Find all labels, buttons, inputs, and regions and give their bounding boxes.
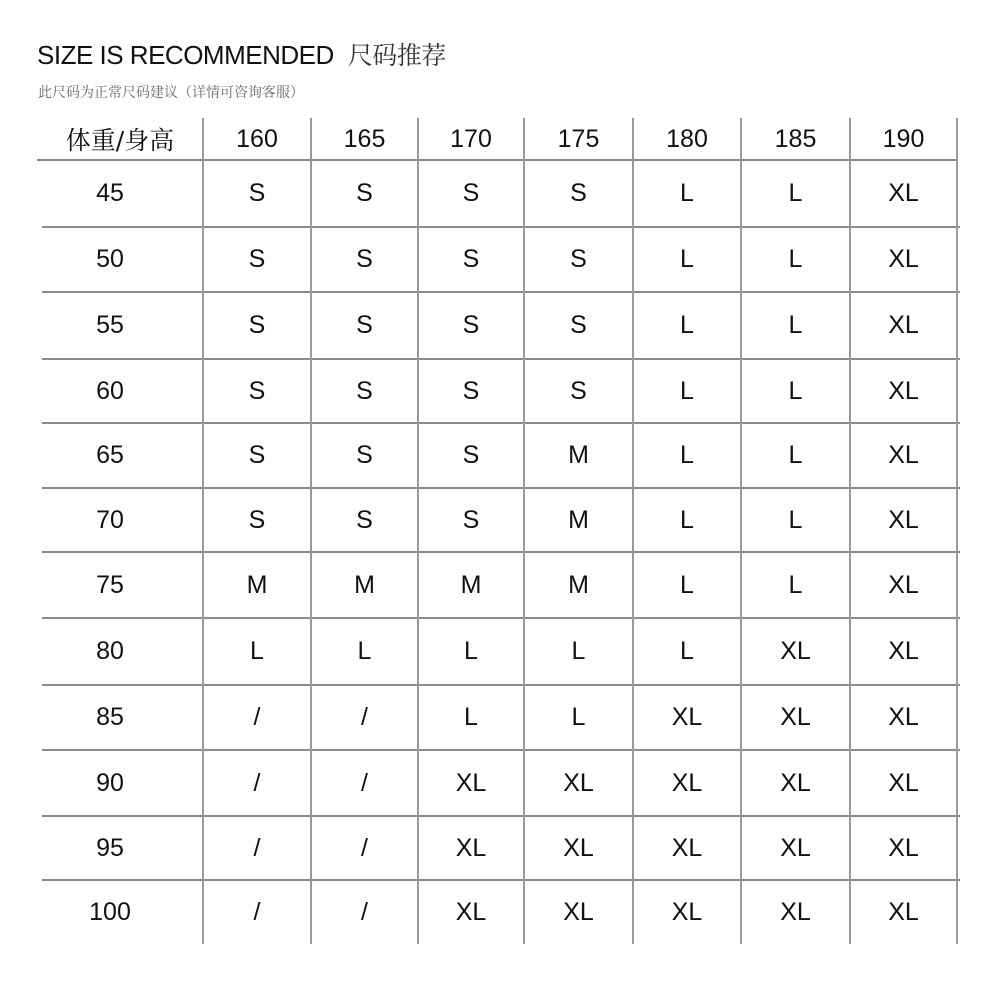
size-cell: XL xyxy=(888,833,919,862)
size-cell: XL xyxy=(888,505,919,534)
size-cell: XL xyxy=(888,311,919,339)
size-cell: / xyxy=(253,768,261,797)
size-cell: XL xyxy=(563,768,594,797)
size-cell: XL xyxy=(455,833,487,862)
size-cell: XL xyxy=(671,768,703,797)
size-cell: S xyxy=(462,179,480,207)
weight-label: 75 xyxy=(96,570,124,599)
size-cell: L xyxy=(788,376,803,405)
size-cell: XL xyxy=(455,897,487,926)
size-cell: XL xyxy=(780,833,811,862)
weight-label: 100 xyxy=(89,897,131,926)
size-cell: L xyxy=(788,179,803,207)
size-cell: L xyxy=(788,570,803,599)
size-cell: S xyxy=(462,311,480,339)
size-cell: XL xyxy=(888,703,919,731)
size-cell: S xyxy=(248,311,266,339)
height-header: 170 xyxy=(450,124,492,153)
weight-label: 65 xyxy=(96,441,124,469)
size-cell: M xyxy=(354,570,375,599)
size-cell: S xyxy=(356,376,373,405)
size-cell: L xyxy=(680,376,694,405)
size-cell: XL xyxy=(888,179,919,207)
size-cell: XL xyxy=(780,897,811,926)
size-cell: XL xyxy=(888,897,919,926)
size-cell: / xyxy=(253,833,261,862)
size-cell: L xyxy=(788,245,803,273)
size-cell: S xyxy=(248,441,266,469)
size-cell: M xyxy=(246,570,268,599)
size-cell: S xyxy=(570,311,587,339)
size-cell: S xyxy=(356,441,373,469)
size-cell: XL xyxy=(888,570,919,599)
weight-label: 45 xyxy=(96,179,124,207)
size-cell: L xyxy=(680,441,694,469)
size-cell: / xyxy=(361,768,368,797)
size-cell: L xyxy=(680,245,694,273)
size-cell: XL xyxy=(671,703,703,731)
height-header: 190 xyxy=(882,124,925,153)
size-cell: L xyxy=(464,637,478,665)
size-cell: S xyxy=(462,376,480,405)
title-english: SIZE IS RECOMMENDED xyxy=(37,40,334,70)
size-cell: / xyxy=(253,703,261,731)
size-cell: S xyxy=(356,179,373,207)
weight-label: 95 xyxy=(96,833,124,862)
size-cell: M xyxy=(460,570,482,599)
size-cell: / xyxy=(253,897,261,926)
size-cell: S xyxy=(248,376,266,405)
size-cell: L xyxy=(357,637,372,665)
size-cell: L xyxy=(788,441,803,469)
height-header: 165 xyxy=(343,124,386,153)
height-header: 175 xyxy=(557,124,600,153)
weight-label: 60 xyxy=(96,376,124,405)
size-cell: L xyxy=(250,637,264,665)
size-cell: / xyxy=(361,833,368,862)
size-cell: M xyxy=(568,441,589,469)
weight-label: 50 xyxy=(96,245,124,273)
size-cell: XL xyxy=(671,897,703,926)
size-cell: L xyxy=(680,637,694,665)
size-cell: XL xyxy=(455,768,487,797)
title-chinese: 尺码推荐 xyxy=(347,41,446,70)
size-cell: XL xyxy=(563,833,594,862)
size-cell: XL xyxy=(671,833,703,862)
weight-label: 80 xyxy=(96,637,124,665)
size-cell: L xyxy=(571,703,586,731)
weight-label: 85 xyxy=(96,703,124,731)
size-cell: XL xyxy=(780,768,811,797)
size-cell: XL xyxy=(888,441,919,469)
size-cell: / xyxy=(361,703,368,731)
weight-label: 70 xyxy=(96,505,124,534)
size-cell: S xyxy=(570,245,587,273)
size-cell: L xyxy=(680,570,694,599)
size-cell: S xyxy=(570,179,587,207)
size-cell: L xyxy=(571,637,586,665)
weight-height-label: 体重/身高 xyxy=(65,126,175,155)
height-header: 185 xyxy=(774,124,817,153)
size-cell: XL xyxy=(780,703,811,731)
size-cell: L xyxy=(680,311,694,339)
weight-label: 55 xyxy=(96,311,124,339)
size-cell: XL xyxy=(888,245,919,273)
size-cell: M xyxy=(568,570,589,599)
height-header: 160 xyxy=(236,124,278,153)
size-cell: XL xyxy=(780,637,811,665)
size-cell: S xyxy=(356,311,373,339)
size-cell: S xyxy=(248,245,266,273)
size-cell: S xyxy=(462,441,480,469)
size-cell: S xyxy=(462,505,480,534)
size-cell: S xyxy=(462,245,480,273)
size-cell: L xyxy=(680,179,694,207)
size-cell: S xyxy=(356,505,373,534)
size-cell: S xyxy=(248,179,266,207)
page-subtitle: 此尺码为正常尺码建议（详情可咨询客服） xyxy=(38,85,304,101)
height-header: 180 xyxy=(666,124,708,153)
size-cell: XL xyxy=(888,768,919,797)
size-cell: S xyxy=(570,376,587,405)
size-cell: S xyxy=(248,505,266,534)
size-cell: XL xyxy=(888,376,919,405)
weight-label: 90 xyxy=(96,768,124,797)
size-cell: XL xyxy=(563,897,594,926)
size-cell: L xyxy=(464,703,478,731)
size-cell: L xyxy=(788,505,803,534)
size-cell: L xyxy=(788,311,803,339)
size-cell: S xyxy=(356,245,373,273)
size-cell: / xyxy=(361,897,368,926)
size-cell: XL xyxy=(888,637,919,665)
size-cell: M xyxy=(568,505,589,534)
size-cell: L xyxy=(680,505,694,534)
